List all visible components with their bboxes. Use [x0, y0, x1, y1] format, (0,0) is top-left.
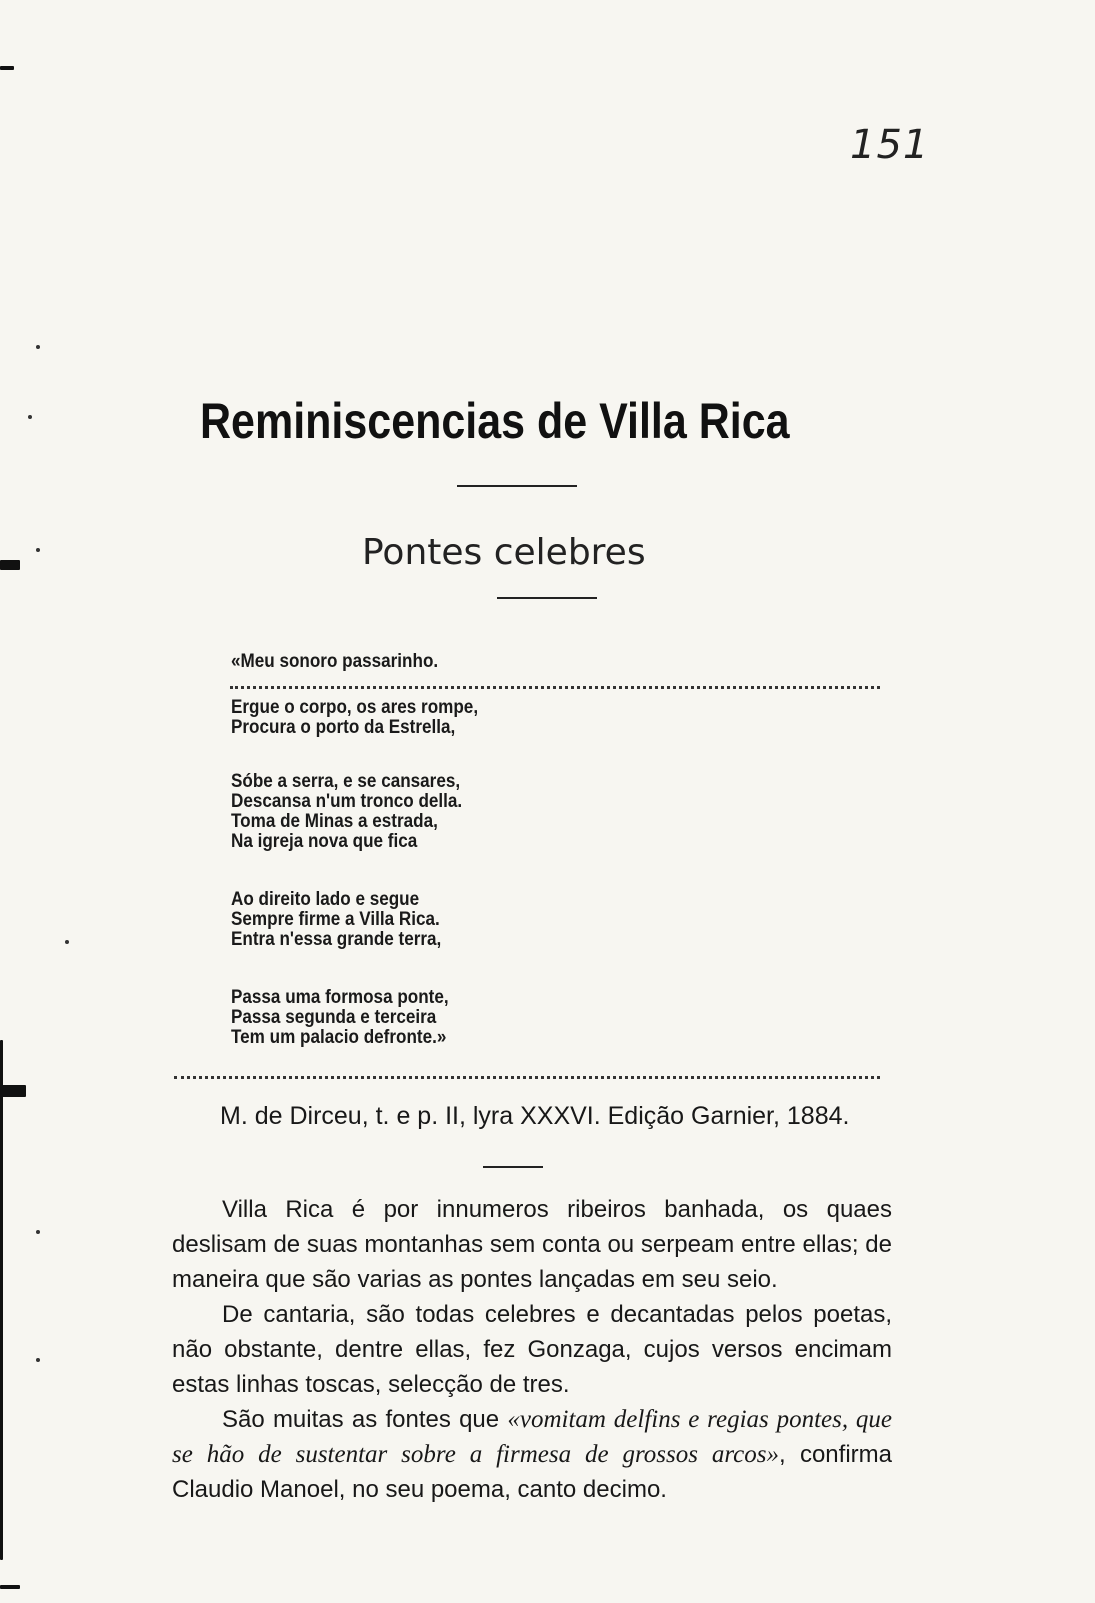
speck: [36, 1230, 40, 1234]
poem-line: Passa segunda e terceira: [231, 1007, 437, 1028]
paragraph-text: De cantaria, são todas celebres e decantadas pelos poetas, não obstante, dentre ellas, fez Gonzaga, cujos versos encimam estas linhas toscas, selecção de tres.: [172, 1301, 892, 1398]
poem-stanza: [231, 698, 627, 738]
poem-line: Passa uma formosa ponte,: [231, 987, 449, 1008]
poem-line: Tem um palacio defronte.»: [231, 1027, 447, 1048]
quoted-verse: «vomitam delfins e regias pontes, que se hão de sustentar sobre a firmesa de grossos arcos»: [172, 1406, 893, 1468]
chapter-title: Reminiscencias de Villa Rica: [200, 393, 790, 449]
citation-text: M. de Dirceu, t. e p. II, lyra XXXVI. Edição Garnier, 1884.: [220, 1102, 850, 1130]
speck: [36, 345, 40, 349]
margin-mark: [0, 1085, 26, 1097]
poem-first-line: «Meu sonoro passarinho.: [231, 651, 439, 672]
poem-stanza: [231, 890, 627, 950]
page-number: 151: [850, 122, 930, 168]
title-rule: [457, 485, 577, 487]
poem-line: Sóbe a serra, e se cansares,: [231, 771, 461, 792]
poem-line: Descansa n'um tronco della.: [231, 791, 463, 812]
poem-stanza: [231, 988, 627, 1048]
poem-line: Toma de Minas a estrada,: [231, 811, 438, 832]
chapter-subtitle: Pontes celebres: [362, 532, 646, 573]
poem-citation: [172, 1100, 892, 1133]
speck: [65, 940, 69, 944]
margin-mark: [0, 1585, 20, 1589]
paragraph: Villa Rica é por innumeros ribeiros banhada, os quaes deslisam de suas montanhas sem conta ou serpeam entre ellas; de maneira que são varias as pontes lançadas em seu seio.: [172, 1196, 892, 1293]
paragraph-text: , confirma Claudio Manoel, no seu poema, canto decimo.: [172, 1441, 892, 1503]
body-text: [172, 1192, 892, 1507]
subtitle-rule: [497, 597, 597, 599]
poem-line: Ergue o corpo, os ares rompe,: [231, 697, 479, 718]
poem-line: Entra n'essa grande terra,: [231, 929, 442, 950]
speck: [36, 548, 40, 552]
poem-line: Ao direito lado e segue: [231, 889, 420, 910]
dotted-separator: [174, 1076, 880, 1079]
dotted-separator: [230, 686, 880, 689]
poem-line: Procura o porto da Estrella,: [231, 717, 456, 738]
paragraph: [172, 1402, 892, 1507]
margin-mark: [0, 560, 20, 570]
speck: [28, 415, 32, 419]
poem-line: Na igreja nova que fica: [231, 831, 418, 852]
speck: [36, 1358, 40, 1362]
poem-stanza: [231, 772, 627, 852]
margin-mark: [0, 66, 14, 70]
paragraph-text: São muitas as fontes que: [222, 1406, 508, 1433]
poem-line: Sempre firme a Villa Rica.: [231, 909, 440, 930]
paragraph: [172, 1297, 892, 1402]
citation-rule: [483, 1166, 543, 1168]
margin-edge: [0, 1040, 3, 1560]
